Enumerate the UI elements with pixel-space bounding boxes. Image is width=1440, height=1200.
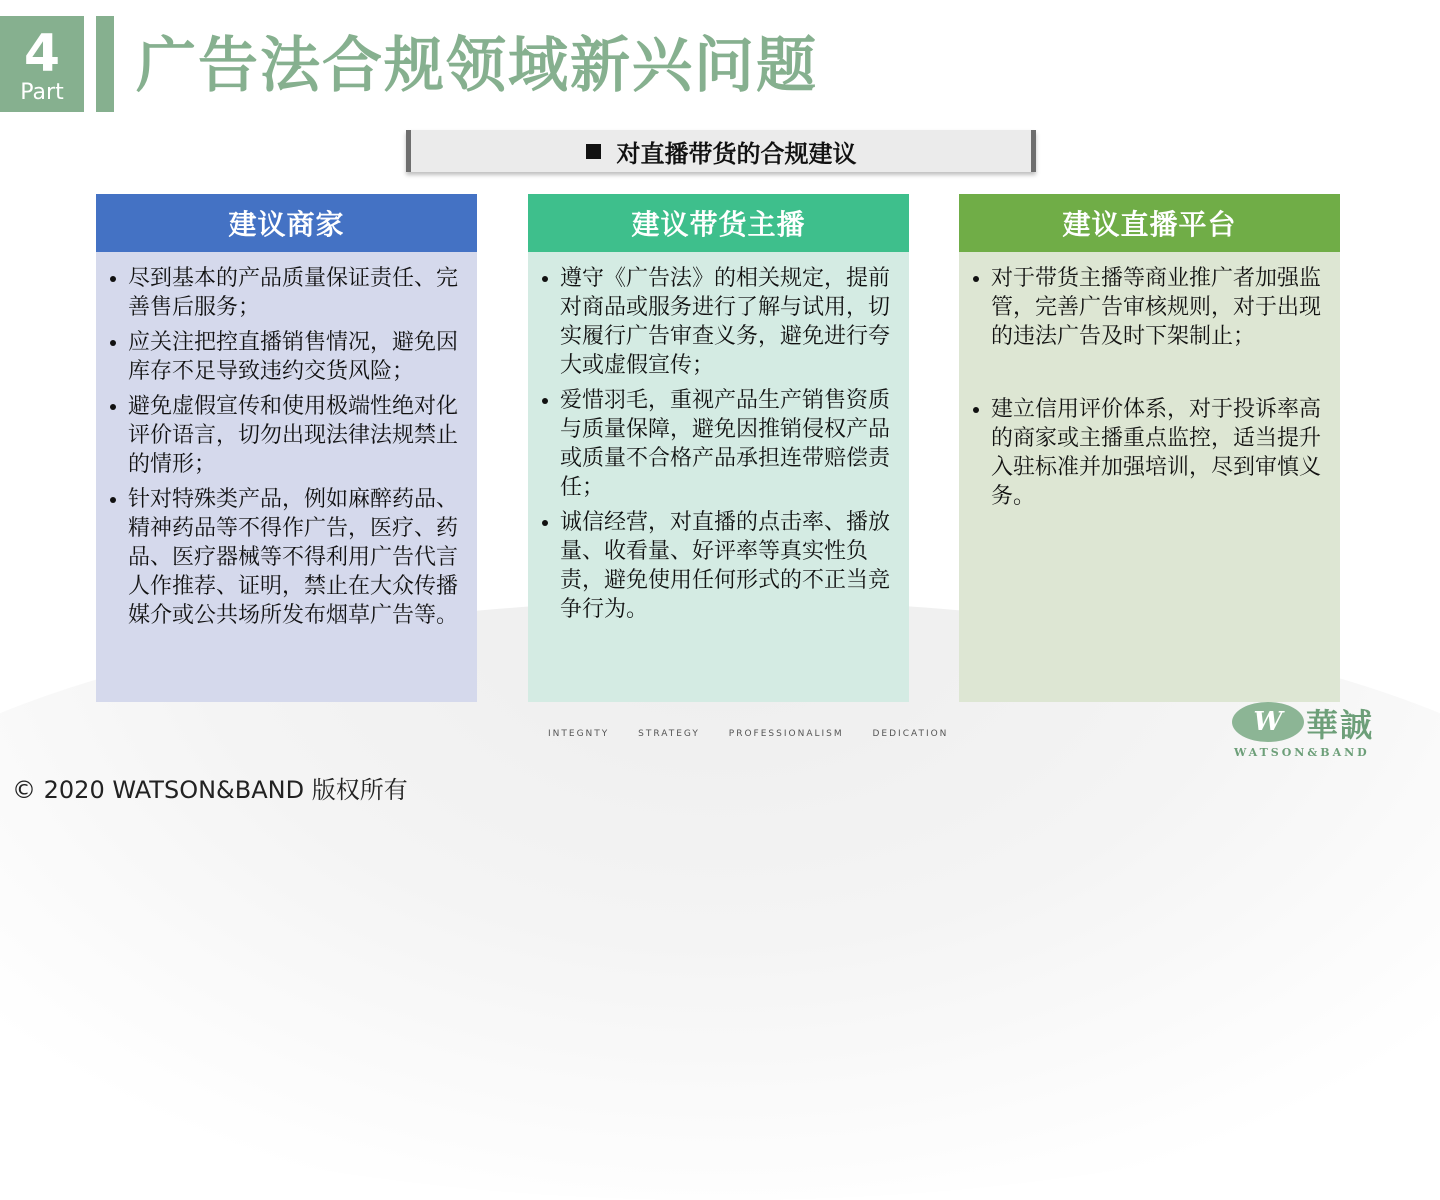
card-merchants [96, 194, 477, 702]
watson-band-logo [1232, 700, 1382, 762]
list-item: 针对特殊类产品，例如麻醉药品、精神药品等不得作广告，医疗、药品、医疗器械等不得利用广告代言人作推荐、证明，禁止在大众传播媒介或公共场所发布烟草广告等。 [106, 485, 463, 630]
card-header: 建议商家 [96, 194, 477, 252]
card-body [959, 252, 1340, 702]
list-item: 尽到基本的产品质量保证责任、完善售后服务； [106, 264, 463, 322]
list-item: 爱惜羽毛，重视产品生产销售资质与质量保障，避免因推销侵权产品或质量不合格产品承担连带赔偿责任； [538, 386, 895, 502]
footer-tag: PROFESSIONALISM [728, 729, 844, 739]
card-streamers [528, 194, 909, 702]
card-body [96, 252, 477, 702]
card-platforms [959, 194, 1340, 702]
card-list [106, 264, 463, 630]
part-badge [0, 16, 84, 112]
title-accent-bar [96, 16, 114, 112]
card-header: 建议带货主播 [528, 194, 909, 252]
logo-english: WATSON&BAND [1234, 746, 1370, 759]
list-item: 避免虚假宣传和使用极端性绝对化评价语言，切勿出现法律法规禁止的情形； [106, 392, 463, 479]
square-bullet-icon [586, 144, 601, 159]
card-body [528, 252, 909, 702]
card-list [538, 264, 895, 624]
subheader-text: 对直播带货的合规建议 [616, 139, 857, 168]
logo-mark-icon: W [1232, 702, 1304, 742]
copyright: © 2020 WATSON&BAND 版权所有 [12, 776, 408, 804]
part-number: 4 [23, 24, 61, 84]
list-item: 应关注把控直播销售情况，避免因库存不足导致违约交货风险； [106, 328, 463, 386]
footer-values [548, 729, 972, 739]
card-header: 建议直播平台 [959, 194, 1340, 252]
list-item: 对于带货主播等商业推广者加强监管，完善广告审核规则，对于出现的违法广告及时下架制止； [969, 264, 1326, 351]
list-item: 建立信用评价体系，对于投诉率高的商家或主播重点监控，适当提升入驻标准并加强培训，尽到审慎义务。 [969, 395, 1326, 511]
footer-tag: DEDICATION [872, 729, 949, 739]
section-subheader [406, 130, 1036, 172]
card-list [969, 264, 1326, 511]
list-item: 遵守《广告法》的相关规定，提前对商品或服务进行了解与试用，切实履行广告审查义务，避免进行夸大或虚假宣传； [538, 264, 895, 380]
list-item: 诚信经营，对直播的点击率、播放量、收看量、好评率等真实性负责，避免使用任何形式的不正当竞争行为。 [538, 508, 895, 624]
logo-chinese: 華誠 [1306, 706, 1375, 744]
footer-tag: INTEGNTY [548, 729, 610, 739]
page-title: 广告法合规领域新兴问题 [136, 31, 818, 101]
part-label: Part [20, 80, 64, 105]
footer-tag: STRATEGY [638, 729, 700, 739]
